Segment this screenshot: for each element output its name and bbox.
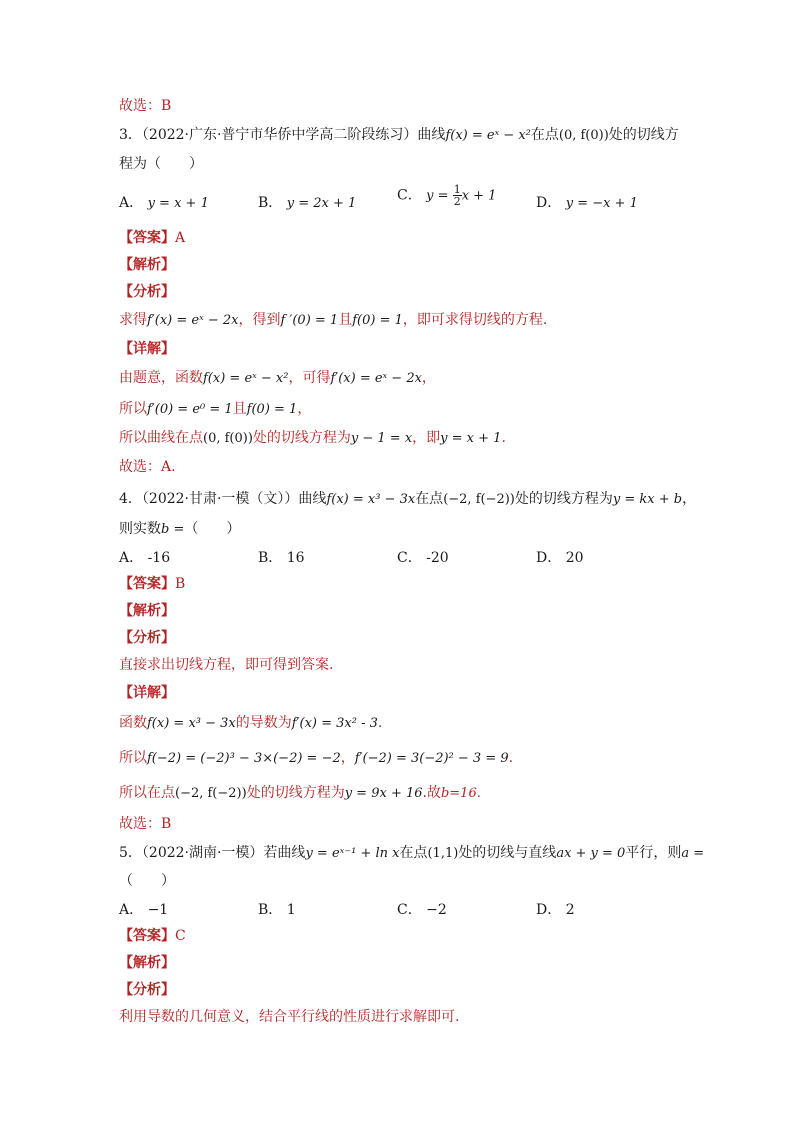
- text-segment: 处的切线方程为: [246, 785, 345, 801]
- formula: y = 9x + 16: [344, 786, 423, 801]
- q3-stem-function: f(x) = eˣ − x²: [445, 128, 531, 143]
- answer-value: B: [175, 576, 186, 592]
- formula: f′(x) = eˣ − 2x: [330, 371, 422, 386]
- formula: (−2, f(−2)): [443, 492, 515, 507]
- formula: f(x) = x³ − 3x: [147, 716, 236, 731]
- q4-detail-line2: [119, 749, 513, 768]
- formula: y = kx + b: [612, 492, 683, 507]
- text-segment: .: [508, 750, 514, 766]
- q3-stem-line2: 程为（ ）: [119, 156, 203, 172]
- text-segment: 所以: [119, 401, 147, 417]
- q4-option-b-expr: 16: [286, 550, 305, 566]
- formula: y = x + 1: [440, 431, 502, 446]
- q3-option-a: [119, 192, 209, 212]
- q4-option-d-letter: D．: [536, 550, 562, 566]
- text-segment: ，: [682, 491, 697, 507]
- fraction-numerator: 1: [453, 183, 461, 196]
- q3-option-d-letter: D．: [536, 195, 562, 211]
- text-segment: 且: [232, 401, 247, 417]
- answer-label: 【答案】: [119, 230, 175, 246]
- q3-option-b-expr: y = 2x + 1: [286, 196, 357, 211]
- q3-option-d-expr: y = −x + 1: [565, 196, 638, 211]
- q3-stem-pre: 3．（2022·广东·普宁市华侨中学高二阶段练习）曲线: [119, 127, 446, 143]
- q4-option-c: [397, 547, 449, 567]
- formula: (1,1): [427, 846, 459, 861]
- formula: y − 1 = x: [350, 431, 413, 446]
- formula: a =: [681, 846, 705, 861]
- q3-stem-post: 处的切线方: [608, 127, 679, 143]
- q4-option-c-letter: C．: [397, 550, 422, 566]
- formula: f′(−2) = 3(−2)² − 3 = 9: [354, 751, 509, 766]
- text-segment: ，可得: [288, 370, 331, 386]
- q3-option-b-letter: B．: [258, 195, 283, 211]
- q3-option-d: [536, 192, 638, 212]
- q4-option-b-letter: B．: [258, 550, 283, 566]
- text-segment: 处的切线方程为: [252, 430, 351, 446]
- q4-option-d: [536, 547, 584, 567]
- q5-option-a-expr: −1: [147, 902, 169, 918]
- q3-option-c-expr-pre: y =: [426, 188, 453, 204]
- text-segment: 所以在点: [119, 785, 175, 801]
- text-segment: .: [501, 430, 506, 446]
- q3-option-c: [397, 184, 496, 207]
- answer-label: 【答案】: [119, 576, 175, 592]
- formula: (0, f(0)): [203, 431, 253, 446]
- text-segment: ，即: [412, 430, 441, 446]
- formula: y = eˣ⁻¹ + ln x: [305, 846, 400, 861]
- formula: f(x) = eˣ − x²: [203, 371, 289, 386]
- q5-fenxi-heading: 【分析】: [119, 982, 175, 998]
- text-segment: 函数: [119, 715, 147, 731]
- formula: b =: [161, 522, 185, 537]
- text-segment: 求得: [119, 312, 147, 328]
- formula: f ′(0) = 1: [280, 313, 339, 328]
- text-segment: ，: [340, 750, 355, 766]
- q5-answer: [119, 927, 186, 945]
- q3-xiangjie-heading: 【详解】: [119, 341, 175, 357]
- fraction-denominator: 2: [453, 195, 461, 208]
- q5-stem-line1: [119, 844, 704, 863]
- q5-option-a-letter: A．: [119, 902, 144, 918]
- q3-option-c-fraction: [453, 184, 462, 207]
- text-segment: 则实数: [119, 521, 161, 537]
- formula: f′(0) = e⁰ = 1: [147, 402, 233, 417]
- text-segment: 由题意，函数: [119, 370, 203, 386]
- q3-option-b: [258, 192, 356, 212]
- q3-stem-line1: [119, 126, 679, 145]
- q3-fenxi-heading: 【分析】: [119, 284, 175, 300]
- formula: f(−2) = (−2)³ − 3×(−2) = −2: [147, 751, 341, 766]
- q4-stem-line1: [119, 490, 696, 509]
- text-segment: ，即可求得切线的方程.: [402, 312, 548, 328]
- q4-option-b: [258, 547, 305, 567]
- formula: b=16.: [440, 786, 481, 801]
- answer-label: 【答案】: [119, 928, 175, 944]
- formula: f′(x) = eˣ − 2x: [147, 313, 239, 328]
- q4-answer: [119, 575, 185, 593]
- text-segment: 5．（2022·湖南·一模）若曲线: [119, 845, 306, 861]
- text-segment: 平行，则: [625, 845, 682, 861]
- q4-stem-line2: [119, 520, 240, 539]
- text-segment: 处的切线与直线: [458, 845, 557, 861]
- q3-answer: [119, 229, 185, 247]
- q3-fenxi-text: [119, 311, 547, 330]
- q5-option-b: [258, 899, 296, 919]
- formula: (−2, f(−2)): [175, 786, 247, 801]
- q4-option-d-expr: 20: [565, 550, 584, 566]
- text-segment: ，: [297, 401, 312, 417]
- q4-detail-line3: [119, 784, 481, 803]
- q5-fenxi-text: 利用导数的几何意义，结合平行线的性质进行求解即可.: [119, 1009, 460, 1025]
- q5-option-b-letter: B．: [258, 902, 283, 918]
- q2-pick: 故选：B: [119, 98, 172, 114]
- q5-option-d: [536, 899, 575, 919]
- q4-option-a: [119, 547, 170, 567]
- text-segment: 在点: [399, 845, 428, 861]
- text-segment: 在点: [415, 491, 444, 507]
- formula: ax + y = 0: [556, 846, 626, 861]
- text-segment: .: [377, 715, 383, 731]
- q5-stem-line2: （ ）: [119, 873, 175, 889]
- text-segment: 4．（2022·甘肃·一模（文））曲线: [119, 491, 327, 507]
- formula: f(x) = x³ − 3x: [326, 492, 416, 507]
- q5-option-d-letter: D．: [536, 902, 562, 918]
- q5-option-a: [119, 899, 168, 919]
- text-segment: 所以: [119, 750, 147, 766]
- formula: f(0) = 1: [352, 313, 403, 328]
- formula: f′(x) = 3x² - 3: [291, 716, 378, 731]
- text-segment: ，: [421, 370, 436, 386]
- q5-jiexi-heading: 【解析】: [119, 955, 175, 971]
- text-segment: （ ）: [184, 521, 241, 537]
- q3-stem-point: (0, f(0)): [558, 128, 609, 143]
- q4-pick: 故选：B: [119, 816, 172, 832]
- q4-xiangjie-heading: 【详解】: [119, 685, 175, 701]
- q4-fenxi-text: 直接求出切线方程，即可得到答案.: [119, 657, 334, 673]
- answer-value: C: [175, 928, 186, 944]
- q3-detail-line1: [119, 369, 436, 388]
- q5-option-d-expr: 2: [565, 902, 575, 918]
- q5-option-b-expr: 1: [286, 902, 296, 918]
- q3-option-c-letter: C．: [397, 187, 422, 204]
- text-segment: ，得到: [238, 312, 281, 328]
- q4-option-a-letter: A．: [119, 550, 144, 566]
- answer-value: A: [175, 230, 186, 246]
- q4-jiexi-heading: 【解析】: [119, 603, 175, 619]
- q5-option-c-expr: −2: [426, 902, 447, 918]
- q3-stem-mid: 在点: [530, 127, 559, 143]
- q4-fenxi-heading: 【分析】: [119, 630, 175, 646]
- q5-option-c-letter: C．: [397, 902, 422, 918]
- q3-pick: 故选：A.: [119, 459, 176, 475]
- q4-detail-line1: [119, 714, 382, 733]
- text-segment: 的导数为: [235, 715, 292, 731]
- text-segment: 且: [338, 312, 353, 328]
- text-segment: 处的切线方程为: [514, 491, 613, 507]
- q3-jiexi-heading: 【解析】: [119, 257, 175, 273]
- q4-option-c-expr: -20: [426, 550, 449, 566]
- q3-detail-line3: [119, 429, 506, 448]
- formula: f(0) = 1: [246, 402, 298, 417]
- q3-option-a-expr: y = x + 1: [147, 196, 209, 211]
- q4-option-a-expr: -16: [147, 550, 171, 566]
- text-segment: 所以曲线在点: [119, 430, 203, 446]
- text-segment: .故: [422, 785, 441, 801]
- q3-option-a-letter: A．: [119, 195, 144, 211]
- q3-option-c-expr-post: x + 1: [461, 188, 497, 204]
- q3-detail-line2: [119, 400, 311, 419]
- q5-option-c: [397, 899, 447, 919]
